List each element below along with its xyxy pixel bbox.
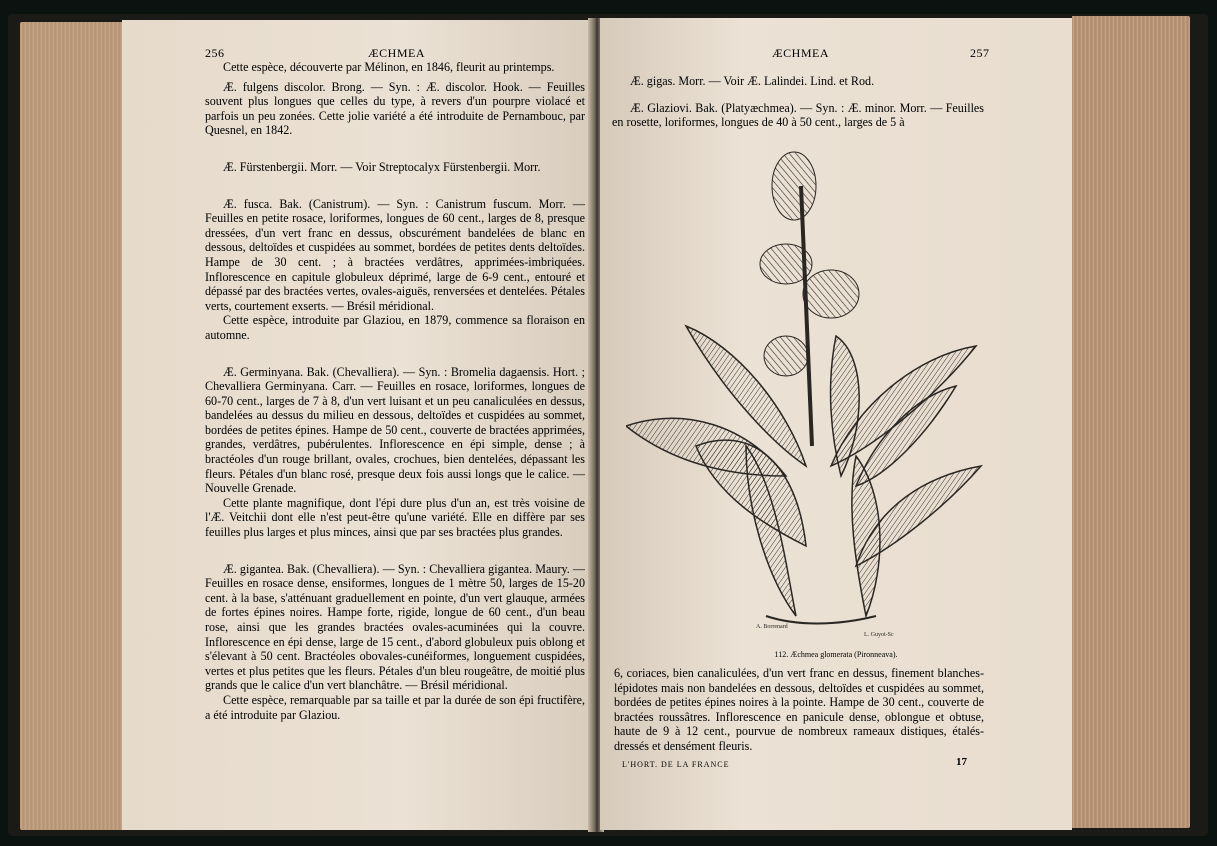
paragraph: Cette espèce, remarquable par sa taille et par la durée de son épi fructifère, a été introduite par Glaziou.: [205, 692, 585, 722]
paragraph: Cette plante magnifique, dont l'épi dure plus d'un an, est très voisine de l'Æ. Veitchii dont elle n'est peut-être qu'une variété. Elle en diffère par ses feuilles plus larges et plus minces, ainsi que par ses bractées plus grandes.: [205, 495, 585, 540]
right-page-number: 257: [970, 46, 990, 60]
right-page-top-text: [612, 74, 984, 130]
entry-fusca: Æ. fusca. Bak. (Canistrum). — Syn. : Canistrum fuscum. Morr. — Feuilles en petite rosace, loriformes, longues de 60 cent., larges de 8, presque dressées, d'un vert franc en dessus, obscurément bandelées de blanc en dessous, deltoïdes et cuspidées au sommet, bordées de petites dents deltoïdes. Hampe de 30 cent. ; à bractées verdâtres, apprimées-imbriquées. Inflorescence en capitule globuleux déprimé, large de 6-9 cent., entouré et dépassé par des bractées vertes, ovales-aiguës, renversées et dentelées. Pétales verts, courtement exserts. — Brésil méridional.: [205, 196, 585, 313]
page-footer: L'HORT. DE LA FRANCE: [622, 760, 730, 769]
entry-glaziovi-continued: 6, coriaces, bien canaliculées, d'un vert franc en dessus, finement blanches-lépidotes mais non bandelées en dessous, deltoïdes et cuspidées au sommet, bordées de petites épines noires à la pointe. Hampe de 30 cent., couverte de bractées roussâtres. Inflorescence en panicule dense, oblongue et obtuse, haute de 9 à 12 cent., pourvue de nombreux rameaux distiques, étalés-dressés et densément fleuris.: [614, 666, 984, 753]
entry-gigas: Æ. gigas. Morr. — Voir Æ. Lalindei. Lind. et Rod.: [630, 74, 875, 88]
plant-illustration: [626, 146, 986, 642]
page-edges-left: [20, 22, 122, 830]
paragraph: Cette espèce, introduite par Glaziou, en 1879, commence sa floraison en automne.: [205, 313, 585, 342]
entry-glaziovi: Æ. Glaziovi. Bak. (Platyæchmea). — Syn. : Æ. minor. Morr. — Feuilles en rosette, loriformes, longues de 40 à 50 cent., larges de 5 à: [612, 100, 984, 130]
page-edges-right: [1072, 16, 1190, 828]
entry-gigantea: Æ. gigantea. Bak. (Chevalliera). — Syn. : Chevalliera gigantea. Maury. — Feuilles en rosace dense, ensiformes, longues de 1 mètre 50, larges de 15-20 cent. à la base, s'atténuant graduellement en pointe, d'un vert glauque, armées de fortes épines noires. Hampe forte, rigide, longue de 60 cent., d'un beau rose, ainsi que les grandes bractées ovales-acuminées qui la couvre. Inflorescence en épi dense, large de 15 cent., d'abord globuleux puis oblong et s'élevant à 50 cent. Bractéoles obovales-cunéiformes, longuement cuspidées, vertes et plus petites que les fleurs. Pétales d'un bleu rougeâtre, de moitié plus grands que le calice d'un vert blanchâtre. — Brésil méridional.: [205, 561, 585, 693]
entry-fulgens-discolor: Æ. fulgens discolor. Brong. — Syn. : Æ. discolor. Hook. — Feuilles souvent plus longues que celles du type, à revers d'un pourpre violacé et parfois un peu zonées. Cette jolie variété a été introduite de Pernambouc, par Quesnel, en 1842.: [205, 79, 585, 138]
left-running-head: ÆCHMEA: [368, 46, 426, 60]
figure-caption: 112. Æchmea glomerata (Pironneava).: [774, 650, 898, 659]
right-running-head: ÆCHMEA: [772, 46, 830, 60]
signature-mark: 17: [956, 756, 967, 768]
right-page-bottom-text: [614, 666, 984, 754]
entry-germinyana: Æ. Germinyana. Bak. (Chevalliera). — Syn. : Bromelia dagaensis. Hort. ; Chevalliera Germinyana. Carr. — Feuilles en rosace, loriformes, longues de 60-70 cent., larges de 7 à 8, d'un vert luisant et un peu canaliculées en dessus, bandelées au dessus du milieu en dessous, deltoïdes et cuspidées au sommet, bordées de petites épines. Hampe de 50 cent., couverte de bractées apprimées, grandes, verdâtres, pubérulentes. Inflorescence en épi simple, dense ; à bractéoles d'un rouge brillant, ovales, crochues, bien dentelées, dépassant les fleurs. Pétales d'un blanc rosé, presque deux fois aussi longs que le calice. — Nouvelle Grenade.: [205, 364, 585, 496]
figure-engraver: L. Guyot-Sc: [864, 632, 894, 638]
figure-signature: A. Borrenard: [756, 624, 788, 630]
paragraph: Cette espèce, découverte par Mélinon, en 1846, fleurit au printemps.: [223, 60, 555, 74]
left-page-number: 256: [205, 46, 225, 60]
entry-furstenbergii: Æ. Fürstenbergii. Morr. — Voir Streptocalyx Fürstenbergii. Morr.: [223, 159, 541, 174]
left-page-text: [205, 60, 585, 722]
